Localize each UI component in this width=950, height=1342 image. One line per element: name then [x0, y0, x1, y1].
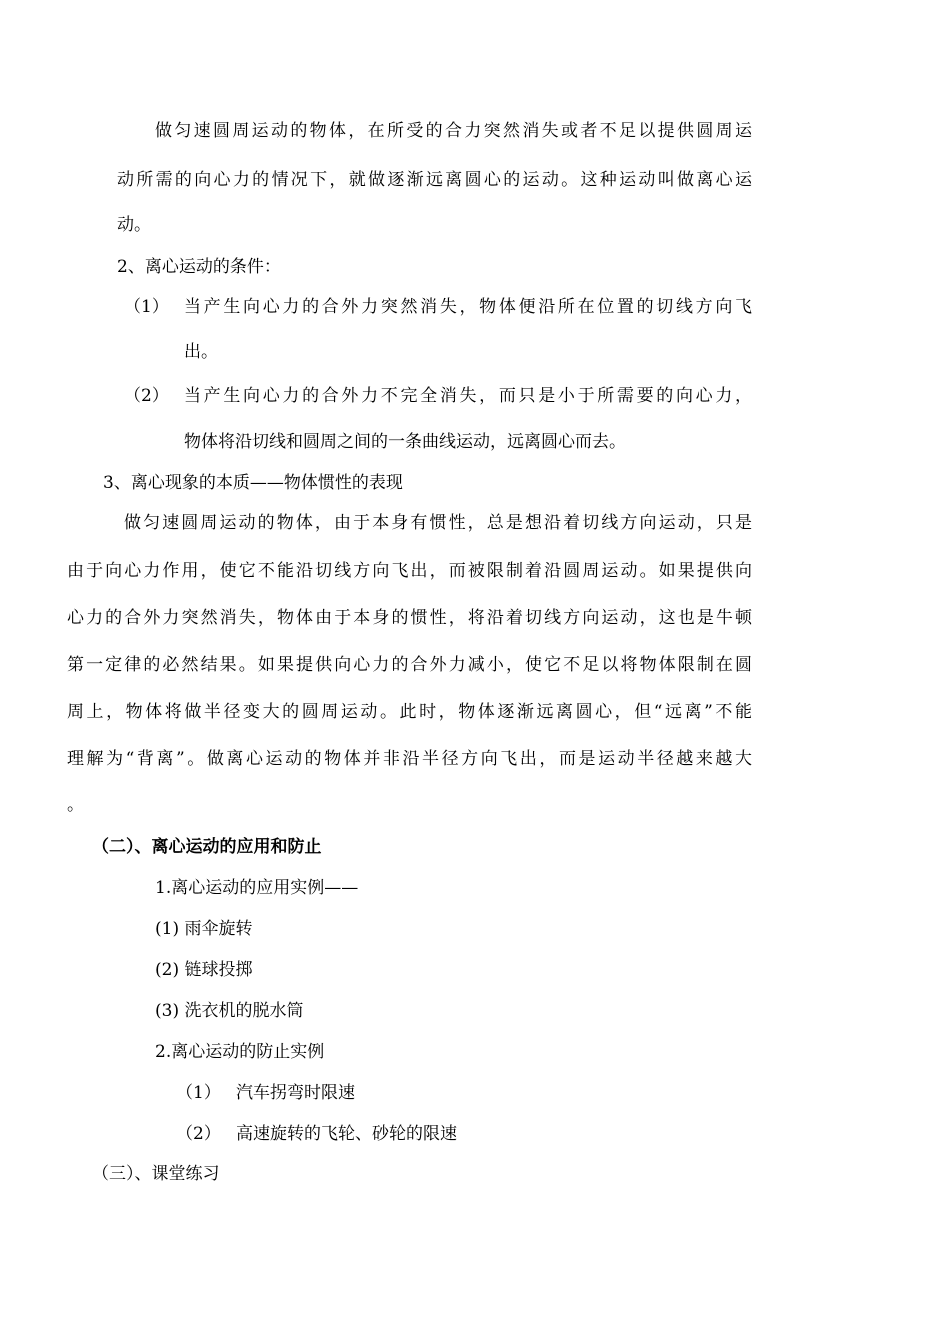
section3-line: 由于向心力作用，使它不能沿切线方向飞出，而被限制着沿圆周运动。如果提供向 [67, 561, 752, 581]
section3-line: 第一定律的必然结果。如果提供向心力的合外力减小，使它不足以将物体限制在圆 [67, 655, 752, 675]
section3-line: 周上，物体将做半径变大的圆周运动。此时，物体逐渐远离圆心，但“远离”不能 [67, 702, 752, 722]
section2-item2-marker: （2） [124, 386, 169, 406]
section2-item2-line1: 当产生向心力的合外力不完全消失，而只是小于所需要的向心力， [184, 386, 752, 406]
section2-item2-line2: 物体将沿切线和圆周之间的一条曲线运动，远离圆心而去。 [184, 432, 626, 452]
prevention-item-text: 高速旋转的飞轮、砂轮的限速 [236, 1124, 457, 1144]
section3-line: 做匀速圆周运动的物体，由于本身有惯性，总是想沿着切线方向运动，只是 [124, 513, 752, 533]
section2-item1-line2: 出。 [184, 342, 218, 362]
section2-item1-marker: （1） [124, 297, 169, 317]
part3-heading: （三）、课堂练习 [92, 1164, 220, 1184]
applications-heading: 1.离心运动的应用实例—— [155, 878, 359, 898]
section3-line: 理解为“背离”。做离心运动的物体并非沿半径方向飞出，而是运动半径越来越大 [67, 749, 752, 769]
prevention-heading: 2.离心运动的防止实例 [155, 1042, 325, 1062]
prevention-item-marker: （2） [176, 1124, 221, 1144]
para1-line3: 动。 [117, 215, 151, 235]
application-item: (2) 链球投掷 [155, 960, 253, 980]
part2-heading: （二）、离心运动的应用和防止 [92, 837, 322, 857]
para1-line1: 做匀速圆周运动的物体，在所受的合力突然消失或者不足以提供圆周运 [155, 121, 752, 141]
application-item: (1) 雨伞旋转 [155, 919, 253, 939]
application-item: (3) 洗衣机的脱水筒 [155, 1001, 304, 1021]
section2-heading: 2、离心运动的条件： [117, 257, 281, 277]
section2-item1-line1: 当产生向心力的合外力突然消失，物体便沿所在位置的切线方向飞 [184, 297, 752, 317]
para1-line2: 动所需的向心力的情况下，就做逐渐远离圆心的运动。这种运动叫做离心运 [117, 170, 752, 190]
prevention-item-marker: （1） [176, 1083, 221, 1103]
section3-heading: 3、离心现象的本质——物体惯性的表现 [103, 473, 403, 493]
prevention-item-text: 汽车拐弯时限速 [236, 1083, 355, 1103]
section3-line: 心力的合外力突然消失，物体由于本身的惯性，将沿着切线方向运动，这也是牛顿 [67, 608, 752, 628]
section3-line: 。 [67, 795, 84, 815]
